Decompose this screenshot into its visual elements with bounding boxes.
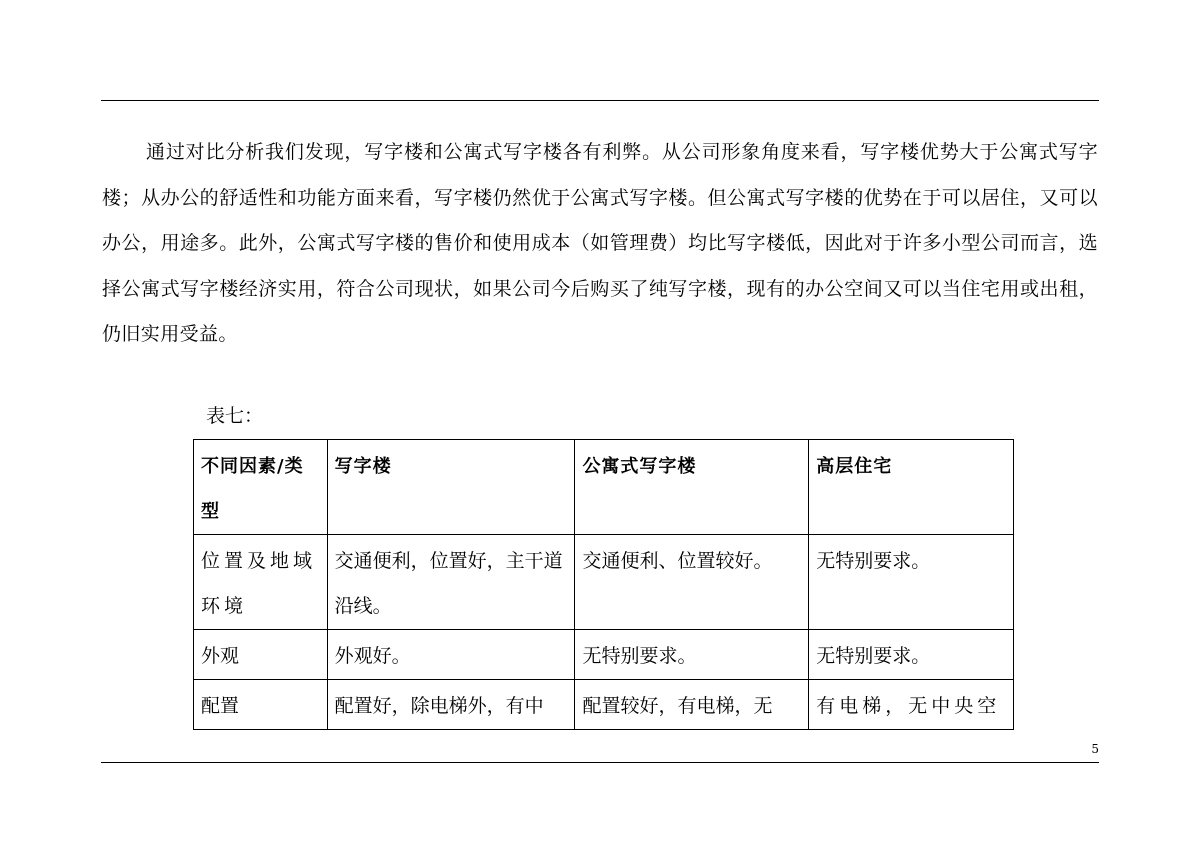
table-cell: 交通便利，位置好，主干道沿线。 (327, 535, 575, 630)
table-cell: 外观好。 (327, 630, 575, 680)
table-row (194, 680, 1014, 730)
table-cell: 位置及地域环境 (194, 535, 328, 630)
table-header-cell: 写字楼 (327, 440, 575, 535)
header-rule (101, 100, 1099, 101)
table-cell: 配置 (194, 680, 328, 730)
table-caption: 表七： (206, 405, 264, 427)
comparison-table (193, 439, 1014, 730)
table-cell: 无特别要求。 (809, 630, 1014, 680)
table-header-row (194, 440, 1014, 535)
table-cell: 配置较好，有电梯，无 (575, 680, 809, 730)
body-paragraph: 通过对比分析我们发现，写字楼和公寓式写字楼各有利弊。从公司形象角度来看，写字楼优势大于公寓式写字楼；从办公的舒适性和功能方面来看，写字楼仍然优于公寓式写字楼。但公寓式写字楼的优势在于可以居住，又可以办公，用途多。此外，公寓式写字楼的售价和使用成本（如管理费）均比写字楼低，因此对于许多小型公司而言，选择公寓式写字楼经济实用，符合公司现状，如果公司今后购买了纯写字楼，现有的办公空间又可以当住宅用或出租，仍旧实用受益。 (102, 141, 1098, 345)
table-header-cell: 公寓式写字楼 (575, 440, 809, 535)
table-cell: 无特别要求。 (809, 535, 1014, 630)
table-cell: 配置好，除电梯外，有中 (327, 680, 575, 730)
table-header-cell: 不同因素/类型 (194, 440, 328, 535)
table-cell: 有电梯，无中央空 (809, 680, 1014, 730)
table-cell: 无特别要求。 (575, 630, 809, 680)
table-row (194, 630, 1014, 680)
table-cell: 交通便利、位置较好。 (575, 535, 809, 630)
table-row (194, 535, 1014, 630)
page-number: 5 (1091, 742, 1099, 756)
table-cell: 外观 (194, 630, 328, 680)
footer-rule (101, 762, 1099, 763)
table-header-cell: 高层住宅 (809, 440, 1014, 535)
